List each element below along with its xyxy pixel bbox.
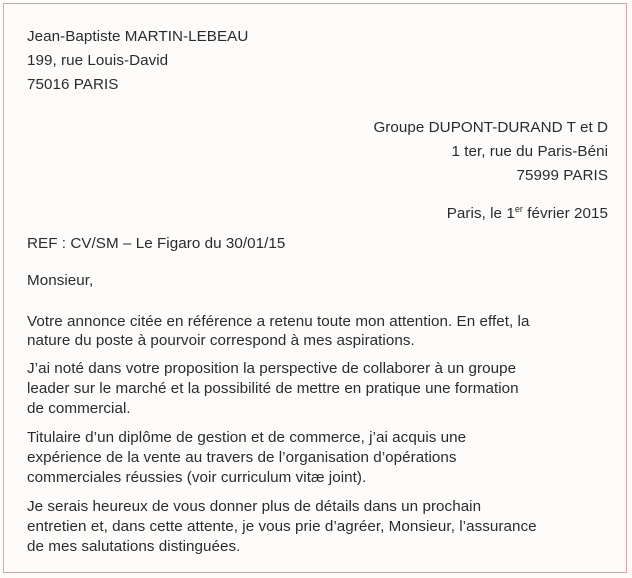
- date-ordinal: er: [514, 204, 523, 214]
- paragraph-line: Je serais heureux de vous donner plus de détails dans un prochain: [27, 498, 482, 515]
- paragraph-line: Titulaire d’un diplôme de gestion et de commerce, j’ai acquis une: [27, 429, 467, 446]
- sender-city: 75016 PARIS: [27, 76, 119, 93]
- date-prefix: Paris, le 1: [446, 205, 515, 222]
- paragraph-line: Votre annonce citée en référence a retenu toute mon attention. En effet, la: [27, 313, 530, 330]
- salutation: Monsieur,: [27, 272, 94, 289]
- reference-line: REF : CV/SM – Le Figaro du 30/01/15: [27, 235, 286, 252]
- date-suffix: février 2015: [522, 205, 608, 222]
- paragraph-line: expérience de la vente au travers de l’organisation d’opérations: [27, 449, 457, 466]
- recipient-city: 75999 PARIS: [516, 167, 608, 184]
- sender-street: 199, rue Louis-David: [27, 52, 169, 69]
- paragraph-line: de commercial.: [27, 400, 131, 417]
- paragraph-line: de mes salutations distinguées.: [27, 538, 241, 555]
- letter-date: [447, 204, 608, 224]
- paragraph-line: nature du poste à pourvoir correspond à mes aspirations.: [27, 332, 415, 349]
- paragraph-line: entretien et, dans cette attente, je vous prie d’agréer, Monsieur, l’assurance: [27, 518, 537, 535]
- recipient-street: 1 ter, rue du Paris-Béni: [451, 143, 608, 160]
- recipient-company: Groupe DUPONT-DURAND T et D: [373, 119, 608, 136]
- paragraph-line: J’ai noté dans votre proposition la perspective de collaborer à un groupe: [27, 360, 517, 377]
- sender-name: Jean-Baptiste MARTIN-LEBEAU: [27, 28, 249, 45]
- paragraph-line: commerciales réussies (voir curriculum vitæ joint).: [27, 469, 367, 486]
- paragraph-line: leader sur le marché et la possibilité de mettre en pratique une formation: [27, 380, 519, 397]
